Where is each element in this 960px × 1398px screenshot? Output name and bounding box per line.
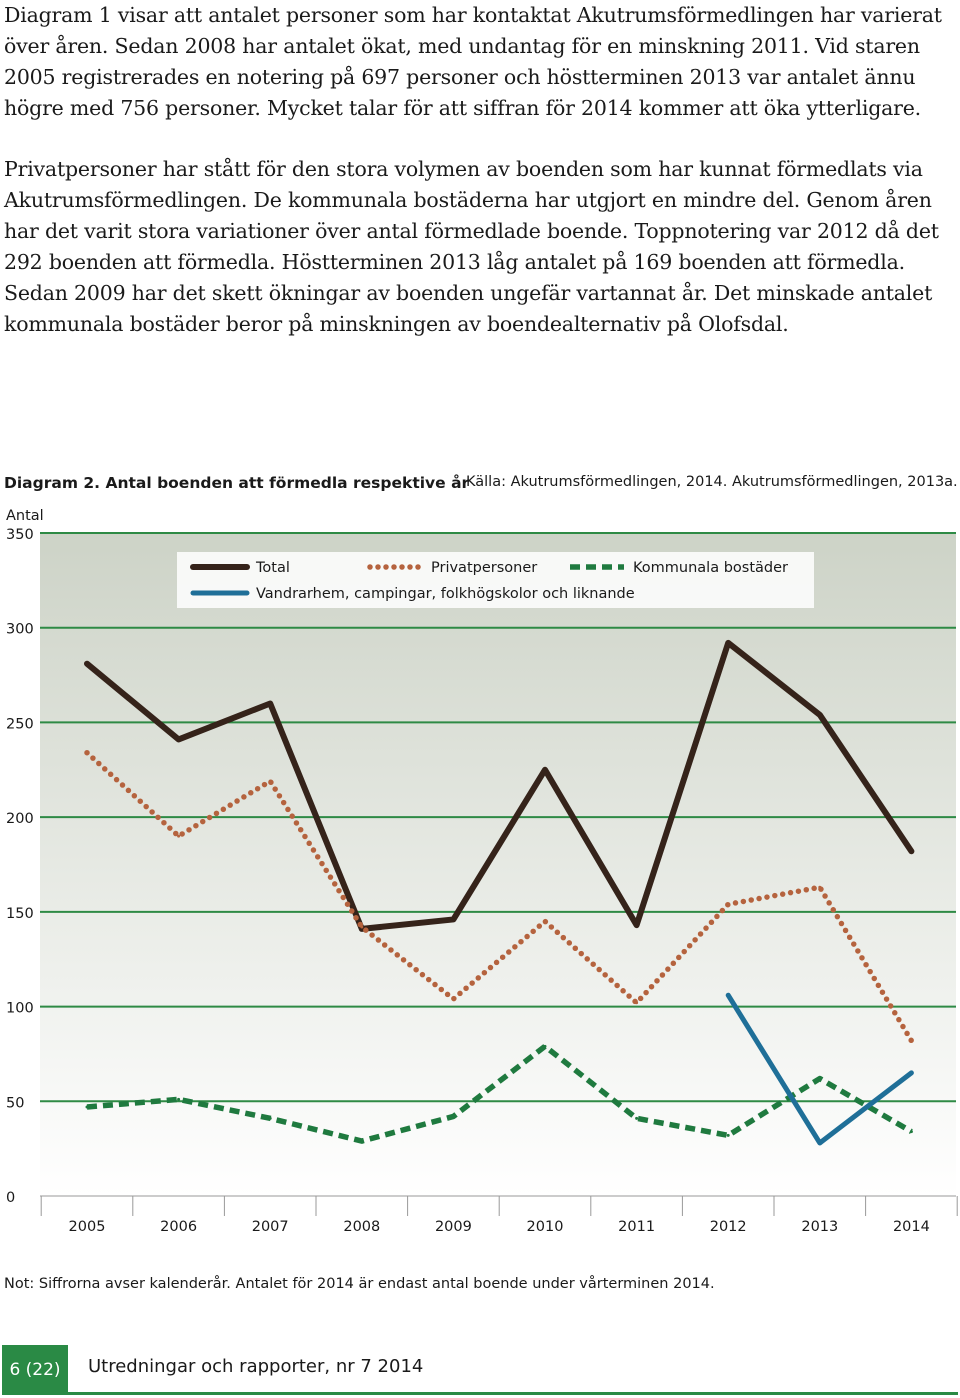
data-point-total (818, 713, 821, 716)
y-tick-label: 100 (6, 1000, 34, 1017)
data-point-total (635, 924, 638, 927)
data-point-kommunala-bostäder (177, 1098, 180, 1101)
data-point-privatpersoner (269, 780, 272, 783)
data-point-total (177, 738, 180, 741)
data-point-kommunala-bostäder (544, 1045, 547, 1048)
data-point-privatpersoner (452, 997, 455, 1000)
data-point-vandrarhem (910, 1071, 913, 1074)
x-tick-label: 2013 (801, 1219, 839, 1235)
data-point-privatpersoner (635, 1001, 638, 1004)
data-point-total (86, 662, 89, 665)
legend-label: Privatpersoner (431, 560, 538, 576)
data-point-kommunala-bostäder (86, 1105, 89, 1108)
data-point-kommunala-bostäder (727, 1134, 730, 1137)
data-point-kommunala-bostäder (910, 1130, 913, 1133)
data-point-privatpersoner (177, 835, 180, 838)
y-tick-label: 350 (6, 527, 34, 543)
legend-label: Kommunala bostäder (633, 560, 788, 576)
x-tick-label: 2010 (526, 1219, 564, 1235)
data-point-privatpersoner (910, 1039, 913, 1042)
x-tick-label: 2006 (160, 1219, 198, 1235)
x-tick-label: 2009 (434, 1219, 472, 1235)
legend-label: Total (256, 560, 290, 576)
data-point-kommunala-bostäder (635, 1117, 638, 1120)
y-tick-label: 150 (6, 905, 34, 922)
y-tick-label: 250 (6, 716, 34, 733)
data-point-total (269, 702, 272, 705)
y-axis-title: Antal (6, 508, 44, 524)
data-point-privatpersoner (86, 751, 89, 754)
diagram-note: Not: Siffrorna avser kalenderår. Antalet för 2014 är endast antal boende under vårterminen 2014. (4, 1276, 715, 1292)
legend (177, 552, 814, 608)
publication-title: Utredningar och rapporter, nr 7 2014 (88, 1356, 424, 1377)
data-point-privatpersoner (544, 920, 547, 923)
data-point-total (452, 918, 455, 921)
data-point-privatpersoner (360, 926, 363, 929)
page-number: 6 (22) (2, 1345, 68, 1395)
line-chart (0, 500, 960, 1245)
data-point-total (910, 850, 913, 853)
x-tick-label: 2007 (251, 1219, 289, 1235)
data-point-kommunala-bostäder (818, 1077, 821, 1080)
data-point-privatpersoner (818, 886, 821, 889)
plot-area (40, 533, 956, 1196)
x-tick-label: 2012 (709, 1219, 747, 1235)
y-tick-label: 300 (6, 621, 34, 638)
data-point-vandrarhem (727, 994, 730, 997)
intro-paragraph: Diagram 1 visar att antalet personer som har kontaktat Akutrumsförmedlingen har varierat över åren. Sedan 2008 har antalet ökat, med undantag för en minskning 2011. Vid staren 2005 registrerades en notering på 697 personer och höstterminen 2013 var antalet ännu högre med 756 personer. Mycket talar för att siffran för 2014 kommer att öka ytterligare. (4, 3, 942, 120)
x-tick-label: 2014 (892, 1219, 930, 1235)
x-tick-label: 2008 (343, 1219, 381, 1235)
x-tick-label: 2005 (68, 1219, 106, 1235)
data-point-total (544, 768, 547, 771)
y-tick-label: 0 (6, 1190, 16, 1206)
footer-rule (2, 1392, 958, 1395)
data-point-privatpersoner (727, 903, 730, 906)
y-tick-label: 50 (6, 1095, 25, 1112)
data-point-kommunala-bostäder (360, 1140, 363, 1143)
y-tick-label: 200 (6, 811, 34, 828)
body-paragraph: Privatpersoner har stått för den stora volymen av boenden som har kunnat förmedlats via Akutrumsförmedlingen. De kommunala bostäderna har utgjort en mindre del. Genom åren har det varit stora variationer över antal förmedlade boende. Toppnotering var 2012 då det 292 boenden att förmedla. Höstterminen 2013 låg antalet på 169 boenden att förmedla. Sedan 2009 har det skett ökningar av boenden ungefär vartannat år. Det minskade antalet kommunala bostäder beror på minskningen av boendealternativ på Olofsdal. (4, 157, 939, 336)
data-point-total (727, 641, 730, 644)
data-point-kommunala-bostäder (269, 1117, 272, 1120)
diagram-title: Diagram 2. Antal boenden att förmedla respektive år (4, 474, 470, 492)
x-tick-label: 2011 (618, 1219, 656, 1235)
legend-label: Vandrarhem, campingar, folkhögskolor och liknande (256, 586, 635, 602)
diagram-source: Källa: Akutrumsförmedlingen, 2014. Akutrumsförmedlingen, 2013a. (466, 474, 958, 490)
data-point-kommunala-bostäder (452, 1115, 455, 1118)
data-point-vandrarhem (818, 1141, 821, 1144)
